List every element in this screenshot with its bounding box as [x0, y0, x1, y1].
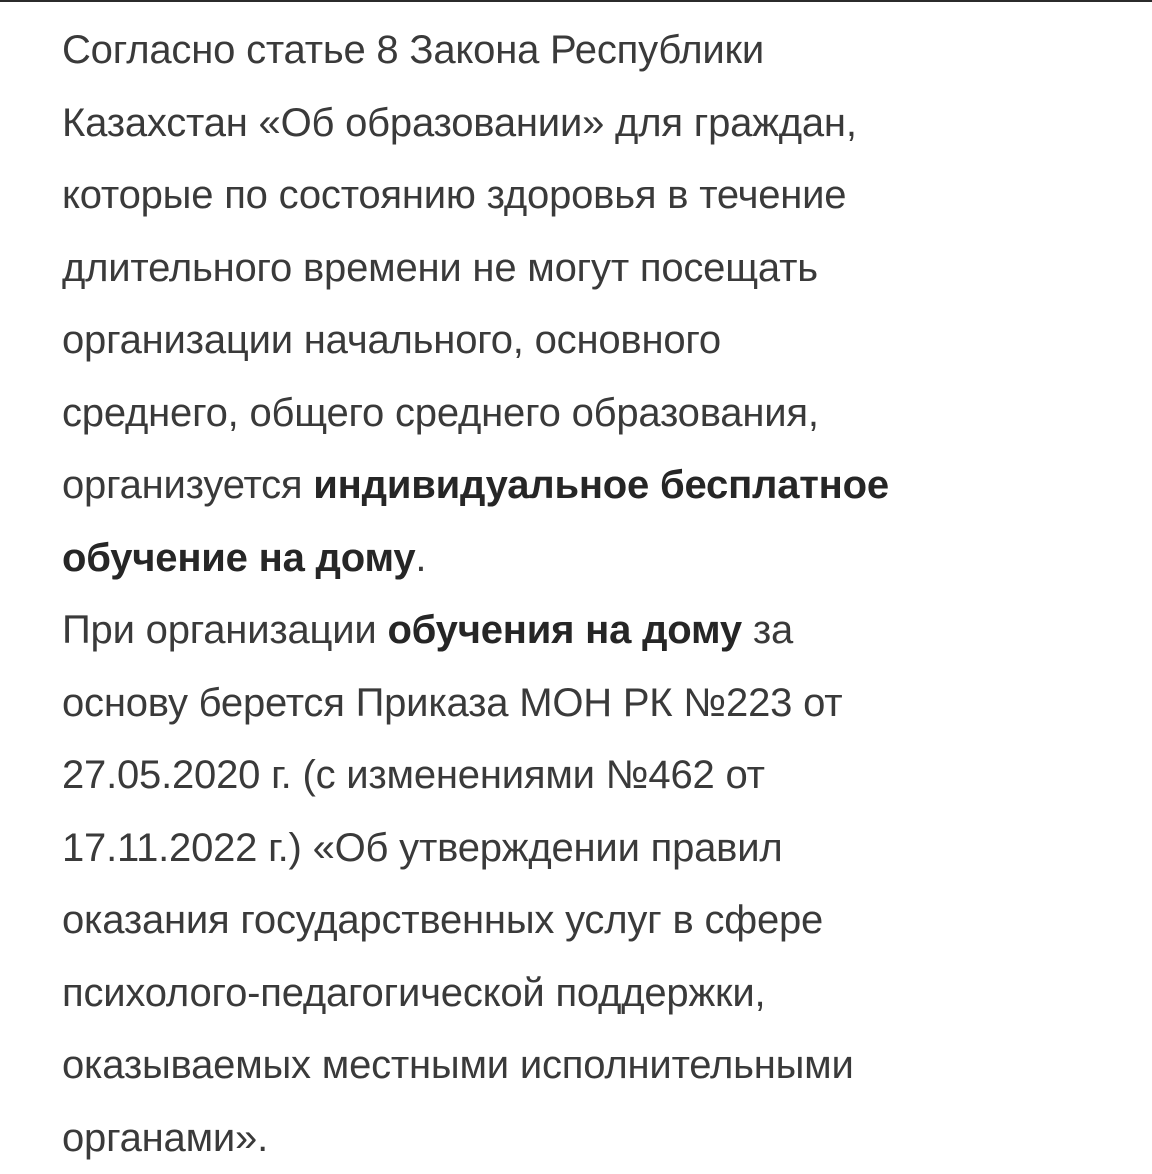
text-line: органами».	[62, 1102, 1142, 1174]
text-line: которые по состоянию здоровья в течение	[62, 159, 1142, 232]
text-line: 27.05.2020 г. (с изменениями №462 от	[62, 739, 1142, 812]
text-line	[62, 522, 1142, 595]
text-line	[62, 449, 1142, 522]
text-line: среднего, общего среднего образования,	[62, 377, 1142, 450]
text-segment: организуется	[62, 463, 313, 507]
text-segment: за	[742, 608, 793, 652]
paragraph-2	[62, 594, 1142, 1174]
text-line: 17.11.2022 г.) «Об утверждении правил	[62, 812, 1142, 885]
text-line: Казахстан «Об образовании» для граждан,	[62, 87, 1142, 160]
bold-emphasis: обучения на дому	[387, 608, 741, 652]
paragraph-1	[62, 14, 1142, 594]
top-divider	[0, 0, 1152, 2]
text-segment: .	[415, 536, 426, 580]
text-line: организации начального, основного	[62, 304, 1142, 377]
text-line	[62, 594, 1142, 667]
text-line: оказываемых местными исполнительными	[62, 1029, 1142, 1102]
text-line: длительного времени не могут посещать	[62, 232, 1142, 305]
text-segment: При организации	[62, 608, 387, 652]
bold-emphasis: индивидуальное бесплатное	[313, 463, 889, 507]
text-line: оказания государственных услуг в сфере	[62, 884, 1142, 957]
text-line: основу берется Приказа МОН РК №223 от	[62, 667, 1142, 740]
text-line: психолого-педагогической поддержки,	[62, 957, 1142, 1030]
bold-emphasis: обучение на дому	[62, 536, 415, 580]
text-line: Согласно статье 8 Закона Республики	[62, 14, 1142, 87]
document-body	[62, 14, 1142, 1174]
